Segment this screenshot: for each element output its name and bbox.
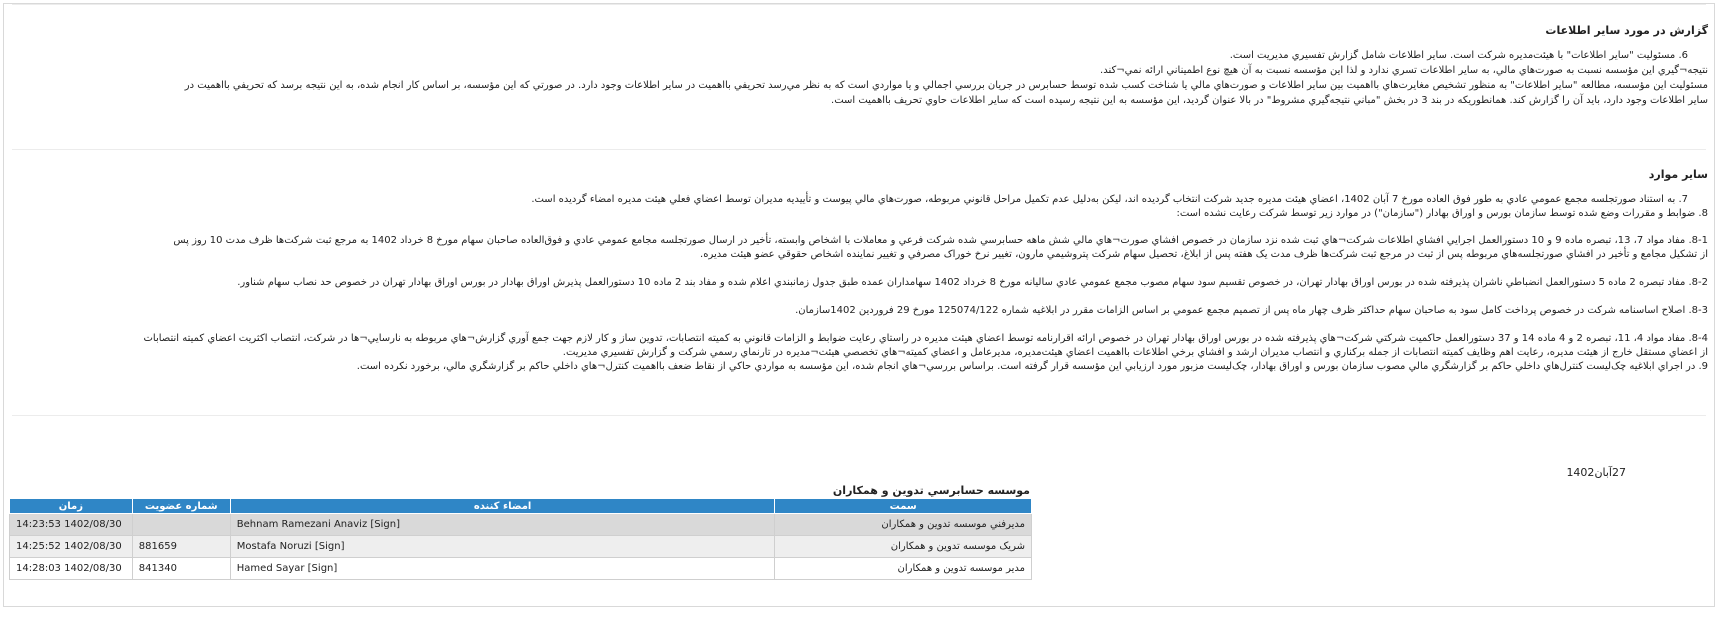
col-header-signer: امضاء کننده (230, 499, 775, 514)
cell-signer: Behnam Ramezani Anaviz [Sign] (230, 514, 775, 536)
other-info-line: نتيجه‌¬گيري اين مؤسسه نسبت به صورت‌هاي مالي، به ساير اطلاعات تسري ندارد و لذا اين مؤسسه نسبت به آن هيچ نوع اطميناني ارائه نمي‌¬کند. (1100, 65, 1708, 76)
divider (12, 149, 1706, 150)
other-info-line: مسئوليت اين مؤسسه، مطالعه "ساير اطلاعات" به منظور تشخيص مغايرت‌هاي بااهميت بين ساير اطلاعات و صورت‌هاي مالي يا شناخت کسب شده توسط حسابرس در جريان بررسي اجمالي و يا مواردي است که به نظر مي‌رسد تحريفي بااهميت در ساير اطلاعات وجود دارد. در صورتي که اين مؤسسه، بر اساس کار انجام شده، به اين نتيجه برسد که تحريفي بااهميت در (184, 80, 1708, 91)
report-date: 27آبان1402 (1566, 466, 1626, 479)
cell-time: 1402/08/30 14:25:52 (10, 536, 133, 558)
other-matters-item: از اعضاي مستقل خارج از هيئت مديره، رعايت اهم وظايف کميته انتصابات از جمله برکناري و انتصاب مديران ارشد و افشاي برخي اطلاعات بااهميت اعضاي هيئت‌مديره، مديرعامل و اعضاي کميته¬هاي تخصصي هيئت¬مديره در تارنماي رسمي شرکت و گزارش تفسيري مديريت. (562, 347, 1708, 358)
firm-name: موسسه حسابرسي تدوين و همکاران (832, 484, 1030, 497)
cell-role: شريک موسسه تدوين و همکاران (775, 536, 1032, 558)
other-matters-item: 8-1. مفاد مواد 7، 13، تبصره ماده 9 و 10 دستورالعمل اجرايي افشاي اطلاعات شرکت¬هاي ثبت شده نزد سازمان در خصوص افشاي صورت¬هاي مالي شش ماهه حسابرسي شده شرکت فرعي و معاملات با اشخاص وابسته، تأخير در ارسال صورتجلسه مجامع عمومي عادي و فوق‌العاده صاحبان سهام مورخ 8 خرداد 1402 به مرجع ثبت شرکت‌ها ظرف مدت 10 روز پس (173, 235, 1708, 246)
other-matters-item: 8. ضوابط و مقررات وضع شده توسط سازمان بورس و اوراق بهادار ("سازمان") در موارد زير توسط شرکت رعايت نشده است: (1176, 208, 1708, 219)
table-row (10, 514, 1032, 536)
other-info-heading: گزارش در مورد ساير اطلاعات (1545, 24, 1708, 37)
other-matters-item: 7. به استناد صورتجلسه مجمع عمومي عادي به طور فوق العاده مورخ 7 آبان 1402، اعضاي هيئت مديره جديد شرکت انتخاب گرديده اند، ليکن به‌دليل عدم تکميل مراحل قانوني مربوطه، صورت‌هاي مالي پيوست و تأييديه مديران توسط اعضاي فعلي هيئت مديره امضاء گرديده است. (531, 194, 1688, 205)
other-matters-item: از تشکيل مجامع و تأخير در افشاي صورتجلسه‌هاي مربوطه پس از ثبت در مرجع ثبت شرکت‌ها ظرف مدت يک هفته پس از ابلاغ، تحصيل سهام شرکت پتروشيمي مارون، تغيير نرخ خوراک مصرفي و تغيير نماينده اشخاص حقوقي عضو هيئت مديره. (700, 249, 1708, 260)
cell-member-no: 881659 (132, 536, 230, 558)
other-matters-item: 9. در اجراي ابلاغيه چک‌ليست کنترل‌هاي داخلي حاکم بر گزارشگري مالي مصوب سازمان بورس و اوراق بهادار، چک‌ليست مزبور مورد ارزيابي اين مؤسسه قرار گرفته است. براساس بررسي¬هاي انجام شده، اين مؤسسه به مواردي حاکي از نقاط ضعف بااهميت کنترل¬هاي داخلي حاکم بر گزارشگري مالي، برخورد نکرده است. (356, 361, 1708, 372)
cell-member-no (132, 514, 230, 536)
col-header-role: سمت (775, 499, 1032, 514)
cell-role: مديرفني موسسه تدوين و همکاران (775, 514, 1032, 536)
cell-time: 1402/08/30 14:28:03 (10, 558, 133, 580)
other-info-line: ساير اطلاعات وجود دارد، بايد آن را گزارش کند. همانطوريکه در بند 3 در بخش "مباني نتيجه‌گيري مشروط" در بالا عنوان گرديد، اين مؤسسه به اين نتيجه رسيده است که ساير اطلاعات حاوي تحريف بااهميت است. (831, 95, 1708, 106)
other-info-line: 6. مسئوليت "ساير اطلاعات" با هيئت‌مديره شرکت است. ساير اطلاعات شامل گزارش تفسيري مديريت است. (1229, 50, 1688, 61)
signatures-table (9, 498, 1032, 580)
cell-role: مدير موسسه تدوين و همکاران (775, 558, 1032, 580)
divider (12, 415, 1706, 416)
cell-signer: Mostafa Noruzi [Sign] (230, 536, 775, 558)
cell-time: 1402/08/30 14:23:53 (10, 514, 133, 536)
divider (12, 4, 1706, 5)
other-matters-heading: ساير موارد (1648, 168, 1708, 181)
table-row (10, 558, 1032, 580)
table-header-row (10, 499, 1032, 514)
other-matters-item: 8-3. اصلاح اساسنامه شرکت در خصوص پرداخت کامل سود به صاحبان سهام حداکثر ظرف چهار ماه پس از تصميم مجمع عمومي بر اساس الزامات مقرر در ابلاغيه شماره 125074/122 مورخ 29 فروردين 1402سازمان. (795, 305, 1708, 316)
cell-signer: Hamed Sayar [Sign] (230, 558, 775, 580)
other-matters-item: 8-2. مفاد تبصره 2 ماده 5 دستورالعمل انضباطي ناشران پذيرفته شده در بورس اوراق بهادار تهران، در خصوص تقسيم سود سهام مصوب مجمع عمومي عادي ساليانه مورخ 8 خرداد 1402 سهامداران عمده طبق جدول زمانبندي اعلام شده و مفاد بند 2 ماده 10 دستورالعمل پذيرش اوراق بهادار در بورس اوراق بهادار تهران در خصوص حد نصاب سهام شناور. (237, 277, 1708, 288)
table-row (10, 536, 1032, 558)
col-header-member-no: شماره عضويت (132, 499, 230, 514)
report-frame (3, 3, 1715, 607)
cell-member-no: 841340 (132, 558, 230, 580)
col-header-time: زمان (10, 499, 133, 514)
other-matters-item: 8-4. مفاد مواد 4، 11، تبصره 2 و 4 ماده 14 و 37 دستورالعمل حاکميت شرکتي شرکت¬هاي پذيرفته شده در بورس اوراق بهادار تهران در خصوص ارائه اقرارنامه توسط اعضاي هيئت مديره در راستاي رعايت ضوابط و الزامات قانوني به کميته انتصابات، تدوين ساز و کار لازم جهت جمع آوري گزارش¬هاي مربوطه به نارسايي¬ها در شرکت، انتصاب اکثريت اعضاي کميته انتصابات (143, 333, 1708, 344)
